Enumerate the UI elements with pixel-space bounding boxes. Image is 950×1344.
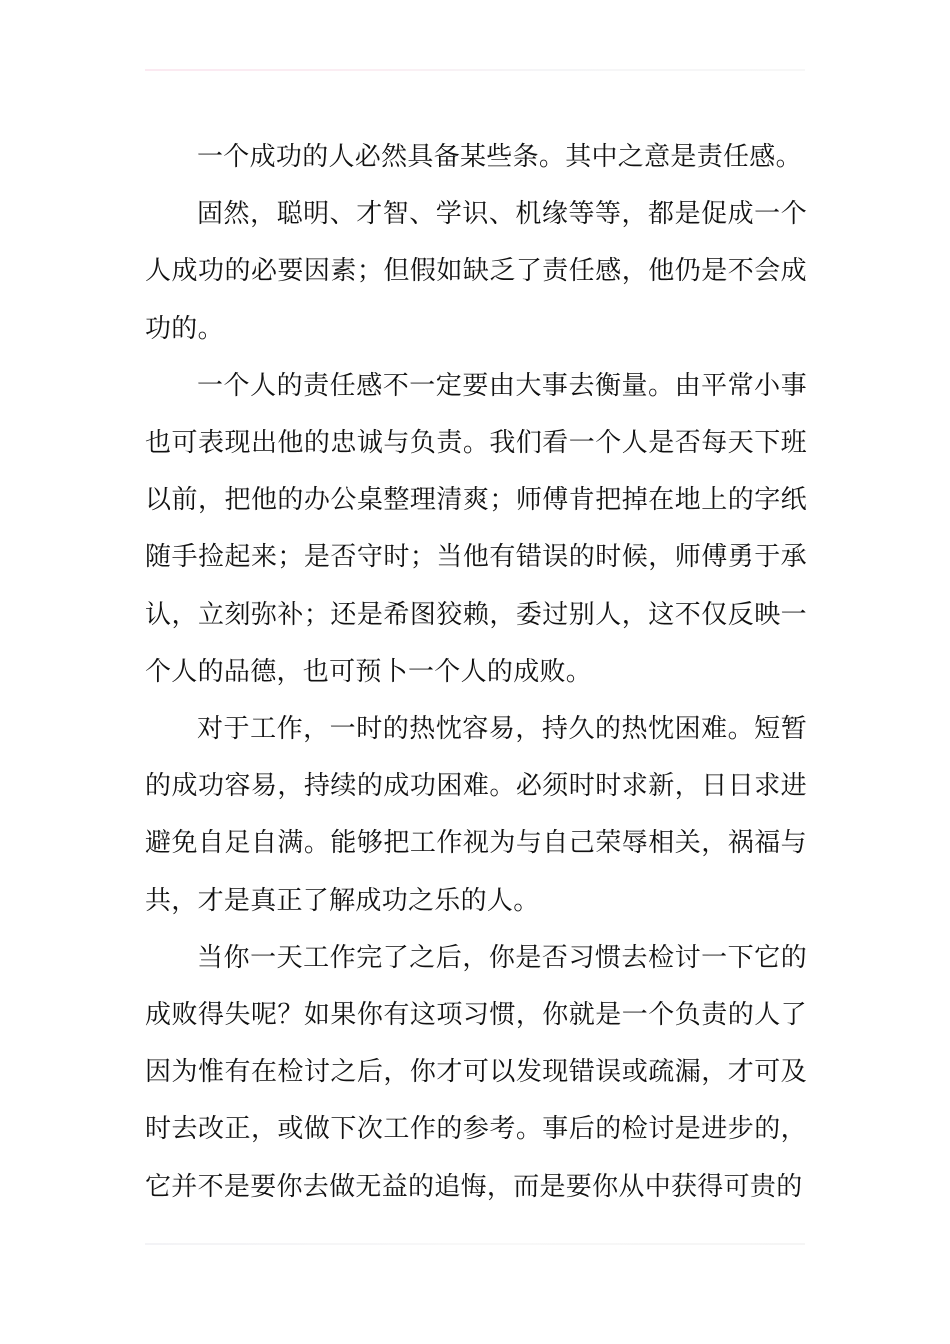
paragraph: 一个人的责任感不一定要由大事去衡量。由平常小事也可表现出他的忠诚与负责。我们看一个人是否每天下班以前，把他的办公桌整理清爽；师傅肯把掉在地上的字纸随手捡起来；是否守时；当他有错误的时候，师傅勇于承认，立刻弥补；还是希图狡赖，委过别人，这不仅反映一个人的品德，也可预卜一个人的成败。 [145,370,807,687]
paragraph: 一个成功的人必然具备某些条。其中之意是责任感。 [197,142,802,172]
paragraph: 固然，聪明、才智、学识、机缘等等，都是促成一个人成功的必要因素；但假如缺乏了责任感，他仍是不会成功的。 [145,199,807,344]
header-divider [145,69,805,71]
document-body [145,129,807,1216]
footer-divider [145,1243,805,1245]
paragraph: 对于工作，一时的热忱容易，持久的热忱困难。短暂的成功容易，持续的成功困难。必须时时求新，日日求进避免自足自满。能够把工作视为与自己荣辱相关，祸福与共，才是真正了解成功之乐的人。 [145,714,807,916]
paragraph: 当你一天工作完了之后，你是否习惯去检讨一下它的成败得失呢？如果你有这项习惯，你就是一个负责的人了因为惟有在检讨之后，你才可以发现错误或疏漏，才可及时去改正，或做下次工作的参考。事后的检讨是进步的，它并不是要你去做无益的追悔，而是要你从中获得可贵的 [145,942,807,1202]
